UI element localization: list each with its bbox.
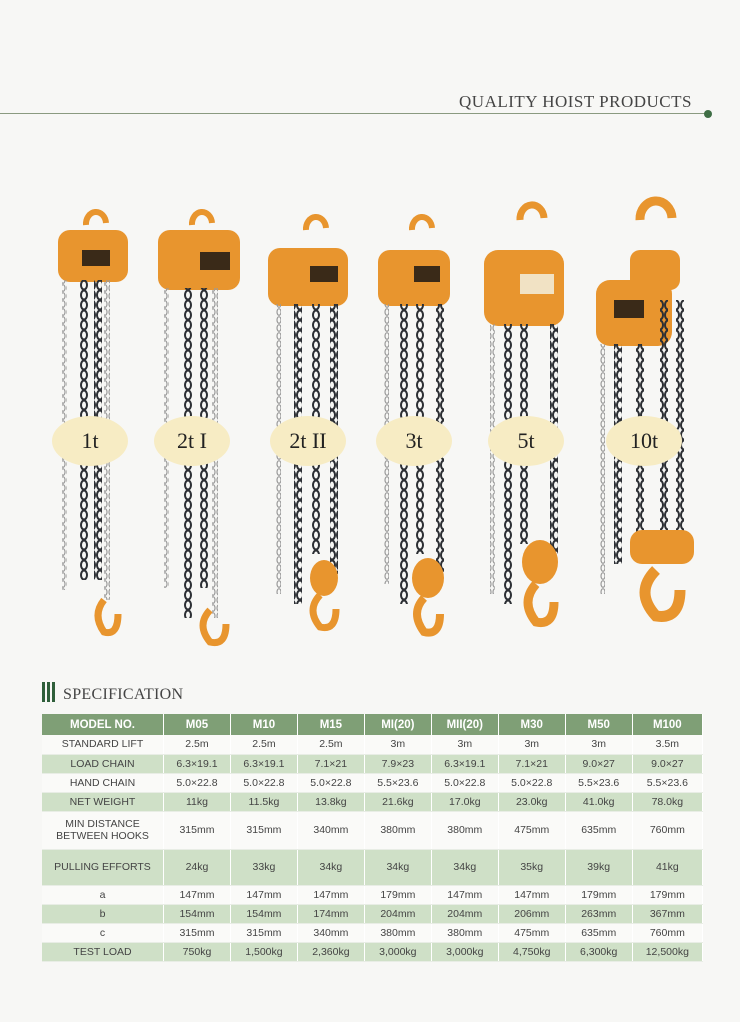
page-title: QUALITY HOIST PRODUCTS <box>459 92 692 111</box>
table-cell: 5.0×22.8 <box>230 773 297 792</box>
table-cell: 12,500kg <box>632 942 702 961</box>
table-cell: 315mm <box>164 923 231 942</box>
header-line <box>0 113 705 114</box>
hoist-10t <box>596 201 694 616</box>
table-cell: 2.5m <box>164 735 231 754</box>
row-label: TEST LOAD <box>42 942 164 961</box>
row-label: PULLING EFFORTS <box>42 849 164 885</box>
table-cell: 21.6kg <box>364 792 431 811</box>
table-cell: 78.0kg <box>632 792 702 811</box>
table-cell: 9.0×27 <box>565 754 632 773</box>
table-cell: 39kg <box>565 849 632 885</box>
table-row <box>42 773 703 792</box>
table-row <box>42 754 703 773</box>
table-cell: 204mm <box>364 904 431 923</box>
row-label: a <box>42 885 164 904</box>
column-header: M50 <box>565 714 632 735</box>
table-cell: 147mm <box>498 885 565 904</box>
table-cell: 13.8kg <box>297 792 364 811</box>
table-row <box>42 792 703 811</box>
row-label: NET WEIGHT <box>42 792 164 811</box>
capacity-badge-3t: 3t <box>376 416 452 466</box>
table-cell: 5.0×22.8 <box>498 773 565 792</box>
table-cell: 35kg <box>498 849 565 885</box>
column-header: MI(20) <box>364 714 431 735</box>
header-dot <box>704 110 712 118</box>
table-cell: 154mm <box>230 904 297 923</box>
table-cell: 33kg <box>230 849 297 885</box>
table-cell: 635mm <box>565 923 632 942</box>
column-header: M10 <box>230 714 297 735</box>
table-cell: 6.3×19.1 <box>431 754 498 773</box>
table-row <box>42 849 703 885</box>
row-label: b <box>42 904 164 923</box>
table-cell: 206mm <box>498 904 565 923</box>
capacity-badge-1t: 1t <box>52 416 128 466</box>
capacity-badge-2t-ii: 2t II <box>270 416 346 466</box>
hoist-gallery <box>0 180 740 650</box>
table-cell: 3m <box>431 735 498 754</box>
table-cell: 367mm <box>632 904 702 923</box>
table-cell: 475mm <box>498 923 565 942</box>
row-label: c <box>42 923 164 942</box>
table-cell: 760mm <box>632 923 702 942</box>
table-cell: 34kg <box>364 849 431 885</box>
table-cell: 2.5m <box>297 735 364 754</box>
capacity-badge-2t-i: 2t I <box>154 416 230 466</box>
column-header: MODEL NO. <box>42 714 164 735</box>
table-cell: 5.0×22.8 <box>431 773 498 792</box>
table-cell: 5.0×22.8 <box>164 773 231 792</box>
table-row <box>42 942 703 961</box>
table-cell: 174mm <box>297 904 364 923</box>
table-cell: 3m <box>565 735 632 754</box>
table-cell: 315mm <box>164 811 231 849</box>
table-row <box>42 735 703 754</box>
row-label: MIN DISTANCE BETWEEN HOOKS <box>42 811 164 849</box>
table-cell: 3m <box>498 735 565 754</box>
row-label: HAND CHAIN <box>42 773 164 792</box>
table-cell: 11.5kg <box>230 792 297 811</box>
hoist-illustrations <box>0 180 740 650</box>
table-cell: 635mm <box>565 811 632 849</box>
table-cell: 5.5×23.6 <box>632 773 702 792</box>
column-header: MII(20) <box>431 714 498 735</box>
column-header: M100 <box>632 714 702 735</box>
table-cell: 3.5m <box>632 735 702 754</box>
table-cell: 6,300kg <box>565 942 632 961</box>
table-cell: 11kg <box>164 792 231 811</box>
spec-title: SPECIFICATION <box>63 685 184 703</box>
table-cell: 340mm <box>297 811 364 849</box>
table-cell: 1,500kg <box>230 942 297 961</box>
table-cell: 315mm <box>230 811 297 849</box>
table-cell: 147mm <box>230 885 297 904</box>
table-cell: 5.5×23.6 <box>565 773 632 792</box>
table-cell: 179mm <box>364 885 431 904</box>
table-cell: 760mm <box>632 811 702 849</box>
table-cell: 204mm <box>431 904 498 923</box>
table-cell: 2.5m <box>230 735 297 754</box>
table-cell: 263mm <box>565 904 632 923</box>
table-cell: 4,750kg <box>498 942 565 961</box>
table-cell: 147mm <box>431 885 498 904</box>
table-row <box>42 885 703 904</box>
capacity-badge-5t: 5t <box>488 416 564 466</box>
table-row <box>42 904 703 923</box>
table-cell: 315mm <box>230 923 297 942</box>
capacity-badge-10t: 10t <box>606 416 682 466</box>
table-cell: 23.0kg <box>498 792 565 811</box>
table-cell: 147mm <box>297 885 364 904</box>
column-header: M30 <box>498 714 565 735</box>
table-cell: 380mm <box>431 811 498 849</box>
table-cell: 7.1×21 <box>297 754 364 773</box>
column-header: M15 <box>297 714 364 735</box>
table-cell: 380mm <box>431 923 498 942</box>
table-cell: 179mm <box>632 885 702 904</box>
table-cell: 154mm <box>164 904 231 923</box>
table-cell: 34kg <box>431 849 498 885</box>
table-cell: 41kg <box>632 849 702 885</box>
table-cell: 147mm <box>164 885 231 904</box>
spec-table <box>42 714 703 962</box>
table-row <box>42 811 703 849</box>
hoist-5t <box>484 205 564 623</box>
table-cell: 7.9×23 <box>364 754 431 773</box>
table-cell: 5.0×22.8 <box>297 773 364 792</box>
table-cell: 17.0kg <box>431 792 498 811</box>
table-cell: 34kg <box>297 849 364 885</box>
table-cell: 2,360kg <box>297 942 364 961</box>
spec-bars-icon <box>42 682 57 707</box>
spec-header <box>42 682 183 707</box>
spec-header-row <box>42 714 703 735</box>
table-cell: 6.3×19.1 <box>164 754 231 773</box>
table-cell: 5.5×23.6 <box>364 773 431 792</box>
table-cell: 3m <box>364 735 431 754</box>
row-label: LOAD CHAIN <box>42 754 164 773</box>
table-cell: 3,000kg <box>364 942 431 961</box>
table-cell: 179mm <box>565 885 632 904</box>
row-label: STANDARD LIFT <box>42 735 164 754</box>
table-cell: 3,000kg <box>431 942 498 961</box>
table-cell: 475mm <box>498 811 565 849</box>
table-cell: 380mm <box>364 923 431 942</box>
table-cell: 41.0kg <box>565 792 632 811</box>
table-cell: 6.3×19.1 <box>230 754 297 773</box>
column-header: M05 <box>164 714 231 735</box>
table-row <box>42 923 703 942</box>
table-cell: 24kg <box>164 849 231 885</box>
table-cell: 380mm <box>364 811 431 849</box>
table-cell: 9.0×27 <box>632 754 702 773</box>
table-cell: 750kg <box>164 942 231 961</box>
table-cell: 340mm <box>297 923 364 942</box>
table-cell: 7.1×21 <box>498 754 565 773</box>
